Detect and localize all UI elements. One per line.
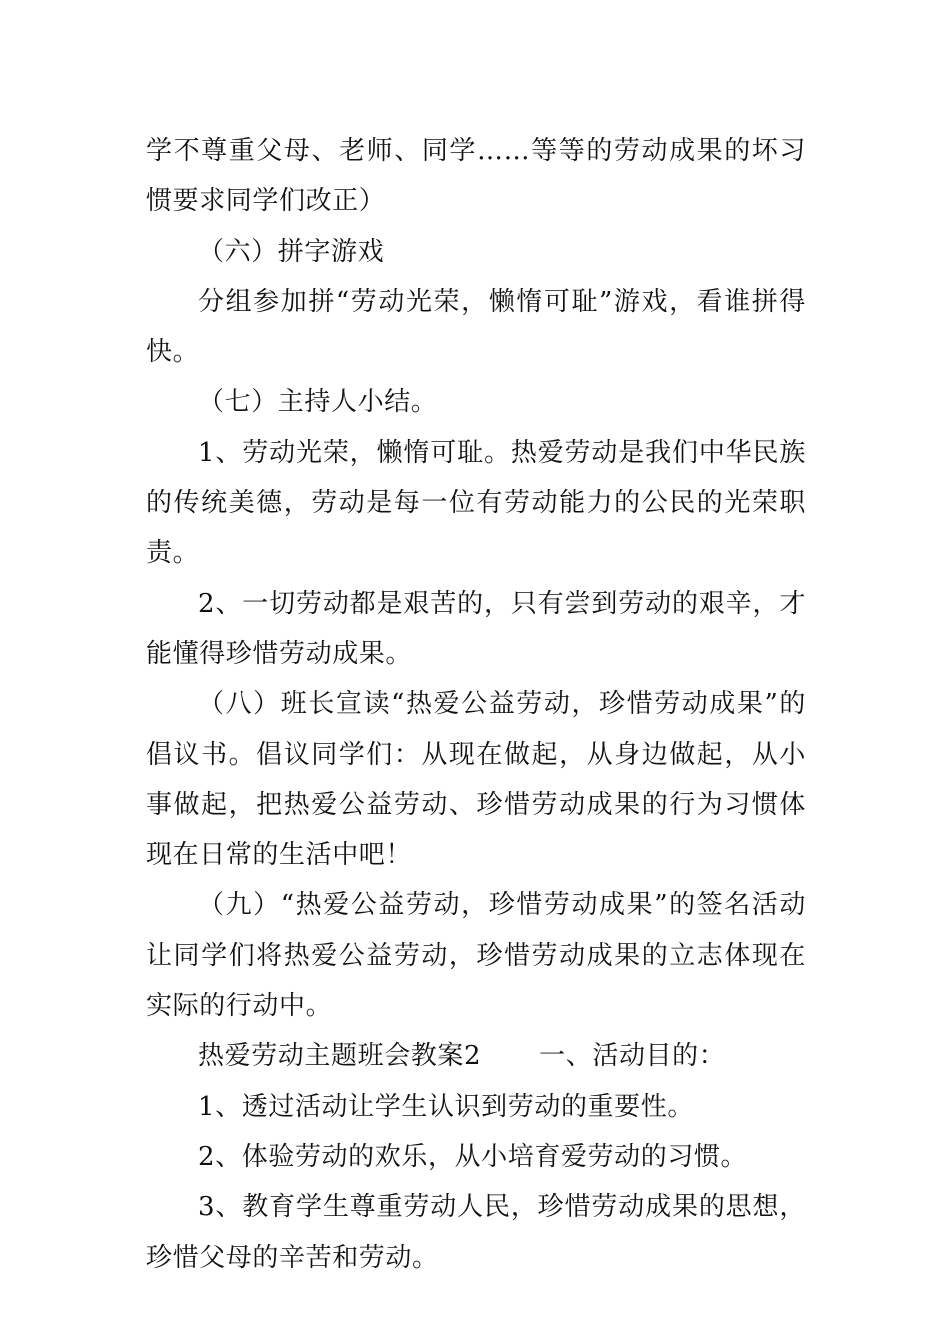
paragraph-signature-activity: （九）“热爱公益劳动，珍惜劳动成果”的签名活动让同学们将热爱公益劳动，珍惜劳动成果的立志体现在实际的行动中。 <box>146 890 806 1022</box>
paragraph-continuation: 学不尊重父母、老师、同学……等等的劳动成果的坏习惯要求同学们改正） <box>146 136 806 217</box>
summary-item-1: 1、劳动光荣，懒惰可耻。热爱劳动是我们中华民族的传统美德，劳动是每一位有劳动能力的公民的光荣职责。 <box>146 437 806 569</box>
lesson-plan-title: 热爱劳动主题班会教案2 <box>198 1041 482 1072</box>
paragraph-game: 分组参加拼“劳动光荣，懒惰可耻”游戏，看谁拼得快。 <box>146 286 806 368</box>
section-heading-seven: （七）主持人小结。 <box>198 387 438 418</box>
goal-item-1: 1、透过活动让学生认识到劳动的重要性。 <box>198 1091 694 1122</box>
paragraph-proposal: （八）班长宣读“热爱公益劳动，珍惜劳动成果”的倡议书。倡议同学们：从现在做起，从身边做起，从小事做起，把热爱公益劳动、珍惜劳动成果的行为习惯体现在日常的生活中吧！ <box>146 689 806 871</box>
goal-item-3: 3、教育学生尊重劳动人民，珍惜劳动成果的思想，珍惜父母的辛苦和劳动。 <box>146 1192 806 1273</box>
activity-goal-heading: 一、活动目的： <box>539 1041 726 1072</box>
goal-item-2: 2、体验劳动的欢乐，从小培育爱劳动的习惯。 <box>198 1141 748 1172</box>
section-heading-six: （六）拼字游戏 <box>198 236 385 267</box>
lesson-plan-heading <box>146 1031 806 1081</box>
document-body <box>146 126 806 1283</box>
summary-item-2: 2、一切劳动都是艰苦的，只有尝到劳动的艰辛，才能懂得珍惜劳动成果。 <box>146 588 806 669</box>
